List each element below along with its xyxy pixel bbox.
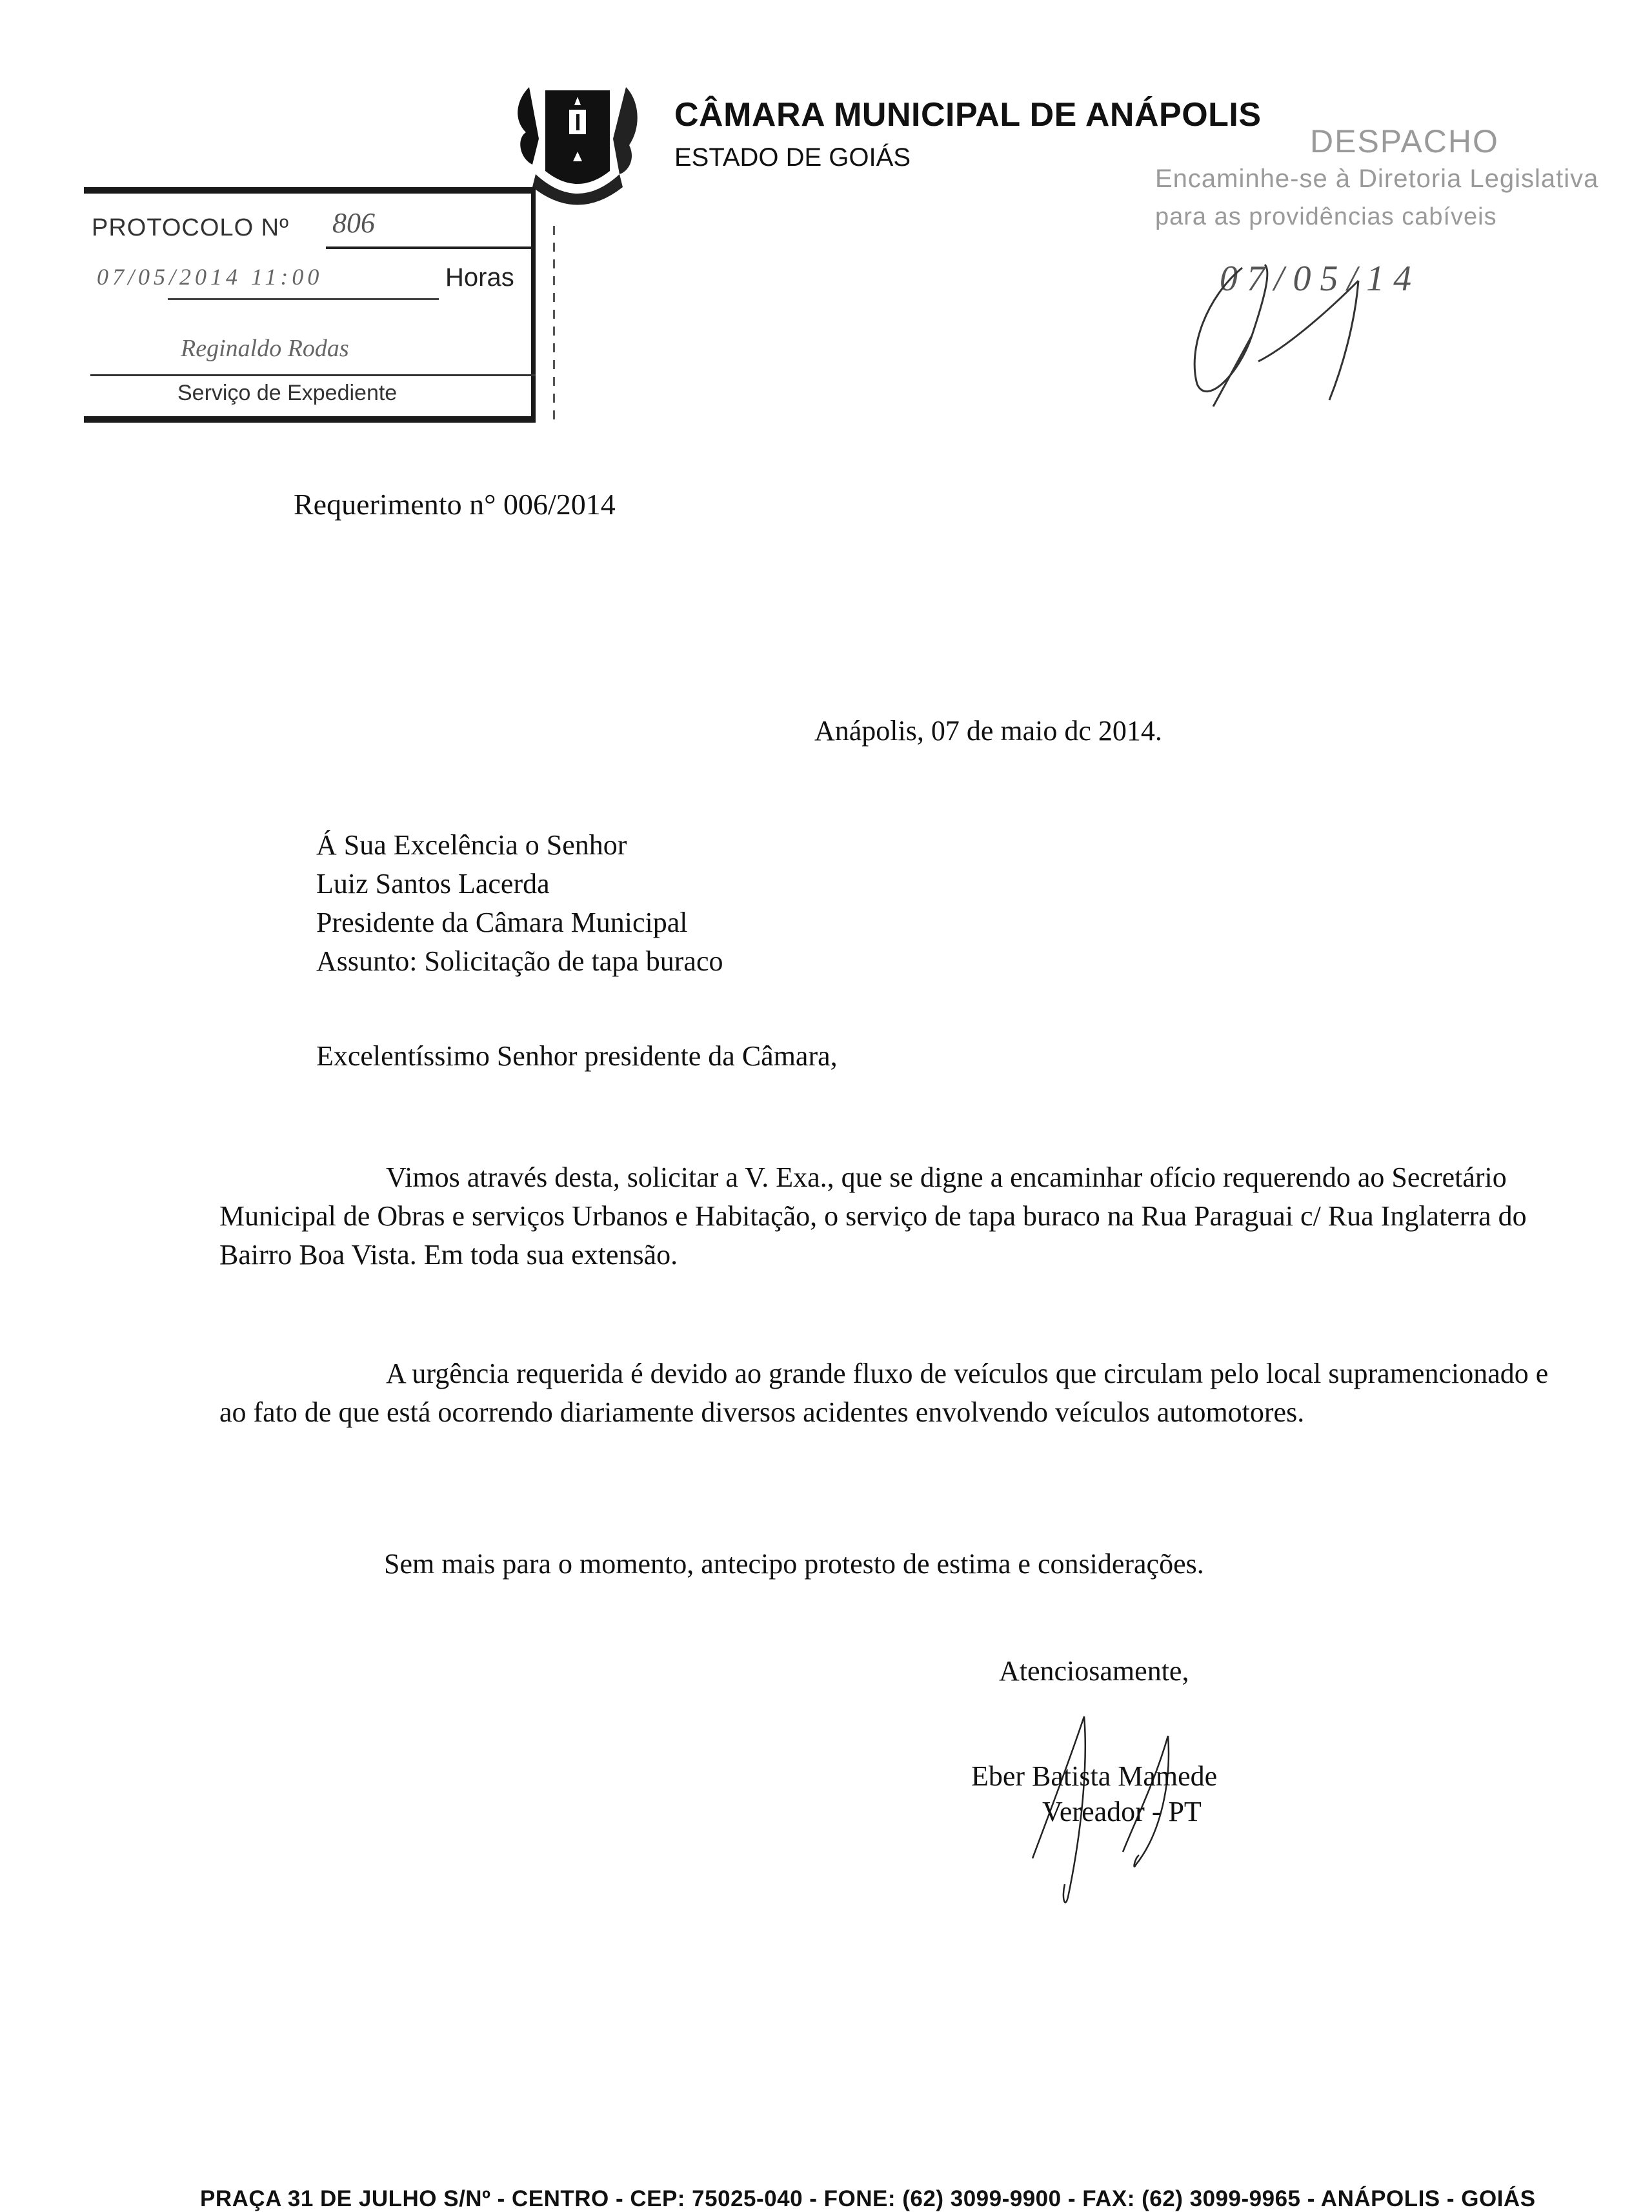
closing-sentence: Sem mais para o momento, antecipo protesto de estima e considerações.: [384, 1548, 1204, 1580]
despacho-text-line-1: Encaminhe-se à Diretoria Legislativa: [1155, 165, 1599, 193]
paragraph-urgency: [219, 1354, 1581, 1432]
institution-title: CÂMARA MUNICIPAL DE ANÁPOLIS: [674, 96, 1262, 134]
protocol-date-underline: [168, 298, 439, 300]
subject-line: Assunto: Solicitação de tapa buraco: [316, 945, 723, 977]
despacho-title: DESPACHO: [1310, 123, 1499, 159]
addressee-line: Á Sua Excelência o Senhor: [316, 829, 627, 861]
paragraph-request: [219, 1158, 1581, 1274]
protocol-hours-label: Horas: [445, 263, 514, 292]
despacho-text-line-2: para as providências cabíveis: [1155, 203, 1497, 230]
stamp-dashed-edge: [553, 226, 555, 419]
protocol-date-time: 07/05/2014 11:00: [97, 264, 323, 290]
protocol-signature-line: [90, 374, 536, 376]
addressee-block: [316, 826, 723, 981]
signer-name: Eber Batista Mamede: [971, 1760, 1218, 1792]
regards: Atenciosamente,: [999, 1655, 1189, 1687]
document-date: Anápolis, 07 de maio dc 2014.: [814, 715, 1162, 747]
protocol-signature: Reginaldo Rodas: [181, 335, 349, 362]
protocol-label: PROTOCOLO Nº: [92, 214, 289, 241]
protocol-stamp: [84, 187, 536, 423]
signer-role: Vereador - PT: [1042, 1796, 1202, 1827]
footer-address: PRAÇA 31 DE JULHO S/Nº - CENTRO - CEP: 75025-040 - FONE: (62) 3099-9900 - FAX: (62) 3099-9965 - ANÁPOLIS - GOIÁS: [200, 2186, 1536, 2211]
despacho-date: 07/05/14: [1220, 259, 1421, 299]
stamp-border-top: [84, 187, 536, 194]
addressee-title: Presidente da Câmara Municipal: [316, 907, 688, 938]
protocol-number: 806: [332, 207, 375, 239]
request-number: Requerimento n° 006/2014: [294, 488, 616, 521]
institution-subtitle: ESTADO DE GOIÁS: [674, 143, 911, 172]
salutation: Excelentíssimo Senhor presidente da Câmara,: [316, 1040, 838, 1072]
protocol-service-label: Serviço de Expediente: [177, 381, 398, 405]
stamp-border-right: [531, 187, 536, 423]
addressee-name: Luiz Santos Lacerda: [316, 868, 550, 900]
despacho-stamp: [1155, 116, 1652, 400]
paragraph-request-text: Vimos através desta, solicitar a V. Exa., que se digne a encaminhar ofício requerendo ao Secretário Municipal de Obras e serviços Urbanos e Habitação, o serviço de tapa buraco na Rua Paraguai c/ Rua Inglaterra do Bairro Boa Vista. Em toda sua extensão.: [219, 1161, 1527, 1271]
protocol-number-underline: [326, 246, 532, 249]
despacho-handwritten-signature: [1168, 245, 1439, 413]
paragraph-urgency-text: A urgência requerida é devido ao grande fluxo de veículos que circulam pelo local supramencionado e ao fato de que está ocorrendo diariamente diversos acidentes envolvendo veículos automotores.: [219, 1358, 1549, 1428]
stamp-border-bottom: [84, 416, 536, 423]
